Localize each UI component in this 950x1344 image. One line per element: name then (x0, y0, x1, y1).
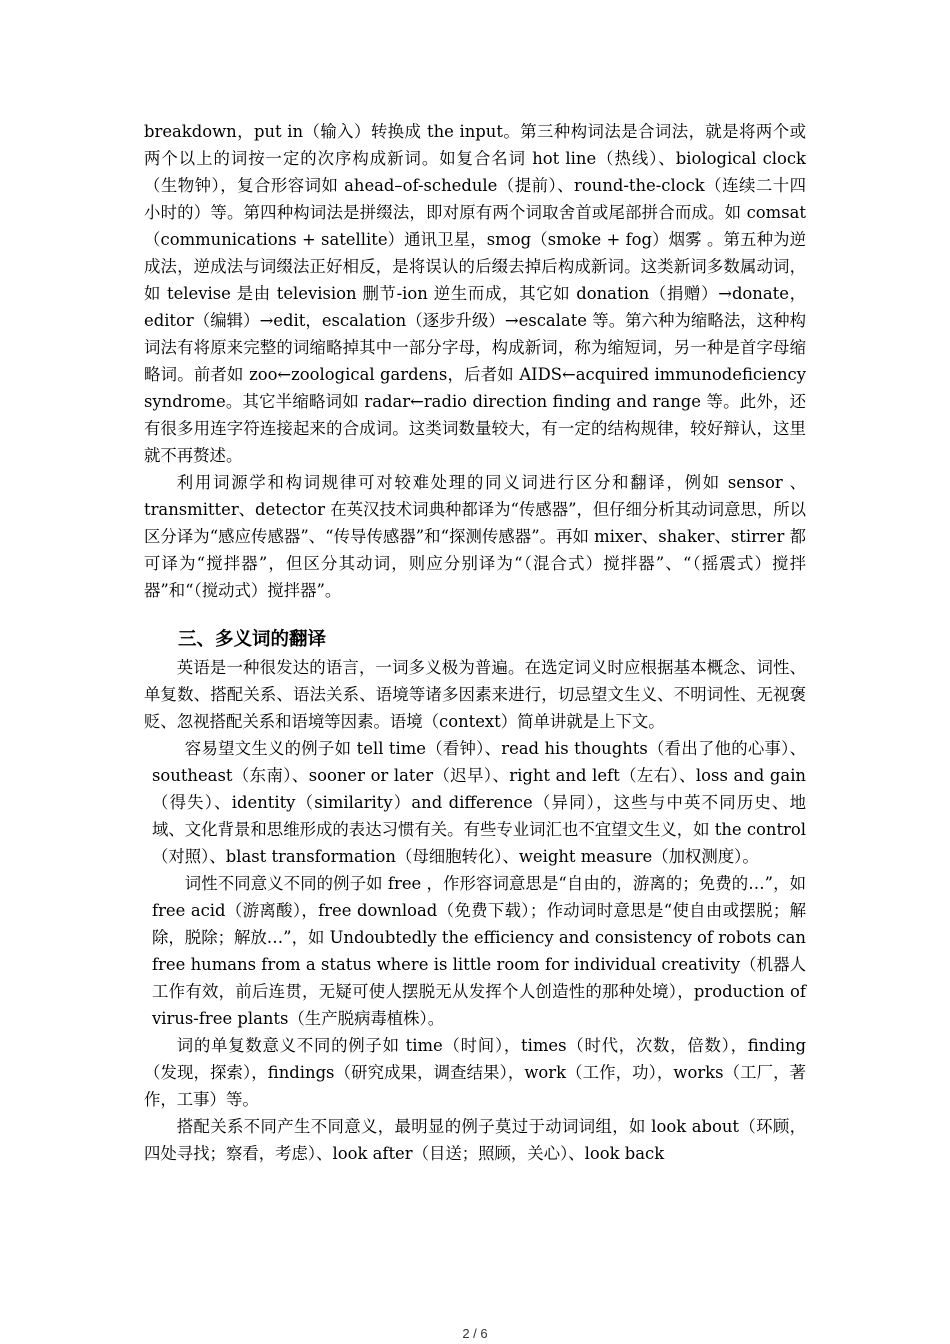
paragraph-polysemy-intro: 英语是一种很发达的语言，一词多义极为普遍。在选定词义时应根据基本概念、词性、单复数、搭配关系、语法关系、语境等诸多因素来进行，切忌望文生义、不明词性、无视褒贬、忽视搭配关系和语境等因素。语境（context）简单讲就是上下文。 (144, 658, 806, 731)
document-body (144, 118, 806, 1167)
paragraph-synonym-translation: 利用词源学和构词规律可对较难处理的同义词进行区分和翻译，例如 sensor 、transmitter、detector 在英汉技术词典种都译为“传感器”，但仔细分析其动词意思，所以区分译为“感应传感器”、“传导传感器”和“探测传感器”。再如 mixer、shaker、stirrer 都可译为“搅拌器”，但区分其动词，则应分别译为“（混合式）搅拌器”、“（摇震式）搅拌器”和“（搅动式）搅拌器”。 (144, 473, 806, 600)
paragraph-part-of-speech: 词性不同意义不同的例子如 free ，作形容词意思是“自由的，游离的；免费的…”，如 free acid（游离酸），free download（免费下载）；作动词时意思是“使自由或摆脱；解除，脱除；解放…”，如 Undoubtedly the efficiency and consistency of robots can free humans from a status where is little room for individual creativity（机器人工作有效，前后连贯，无疑可使人摆脱无从发挥个人创造性的那种处境），production of virus-free plants（生产脱病毒植株）。 (152, 874, 806, 1028)
page-number: 2 / 6 (462, 1326, 488, 1341)
section-heading-polysemy: 三、多义词的翻译 (178, 629, 327, 650)
paragraph-literal-meaning: 容易望文生义的例子如 tell time（看钟）、read his thoughts（看出了他的心事）、southeast（东南）、sooner or later（迟早）、right and left（左右）、loss and gain（得失）、identity（similarity）and difference（异同），这些与中英不同历史、地域、文化背景和思维形成的表达习惯有关。有些专业词汇也不宜望文生义，如 the control（对照）、blast transformation（母细胞转化）、weight measure（加权测度）。 (152, 739, 806, 866)
paragraph-word-formation: breakdown，put in（输入）转换成 the input。第三种构词法是合词法，就是将两个或两个以上的词按一定的次序构成新词。如复合名词 hot line（热线）、biological clock（生物钟），复合形容词如 ahead–of-schedule（提前）、round-the-clock（连续二十四小时的）等。第四种构词法是拼缀法，即对原有两个词取舍首或尾部拼合而成。如 comsat（communications + satellite）通讯卫星，smog（smoke + fog）烟雾 。第五种为逆成法，逆成法与词缀法正好相反，是将误认的后缀去掉后构成新词。这类新词多数属动词，如 televise 是由 television 删节-ion 逆生而成，其它如 donation（捐赠）→donate，editor（编辑）→edit，escalation（逐步升级）→escalate 等。第六种为缩略法，这种构词法有将原来完整的词缩略掉其中一部分字母，构成新词，称为缩短词，另一种是首字母缩略词。前者如 zoo←zoological gardens，后者如 AIDS←acquired immunodeficiency syndrome。其它半缩略词如 radar←radio direction finding and range 等。此外，还有很多用连字符连接起来的合成词。这类词数量较大，有一定的结构规律，较好辩认，这里就不再赘述。 (144, 122, 806, 465)
paragraph-collocation: 搭配关系不同产生不同意义，最明显的例子莫过于动词词组，如 look about（环顾，四处寻找；察看，考虑）、look after（目送；照顾，关心）、look back (144, 1117, 806, 1163)
paragraph-singular-plural: 词的单复数意义不同的例子如 time（时间），times（时代，次数，倍数），finding（发现，探索），findings（研究成果，调查结果），work（工作，功），works（工厂，著作，工事）等。 (144, 1036, 806, 1109)
